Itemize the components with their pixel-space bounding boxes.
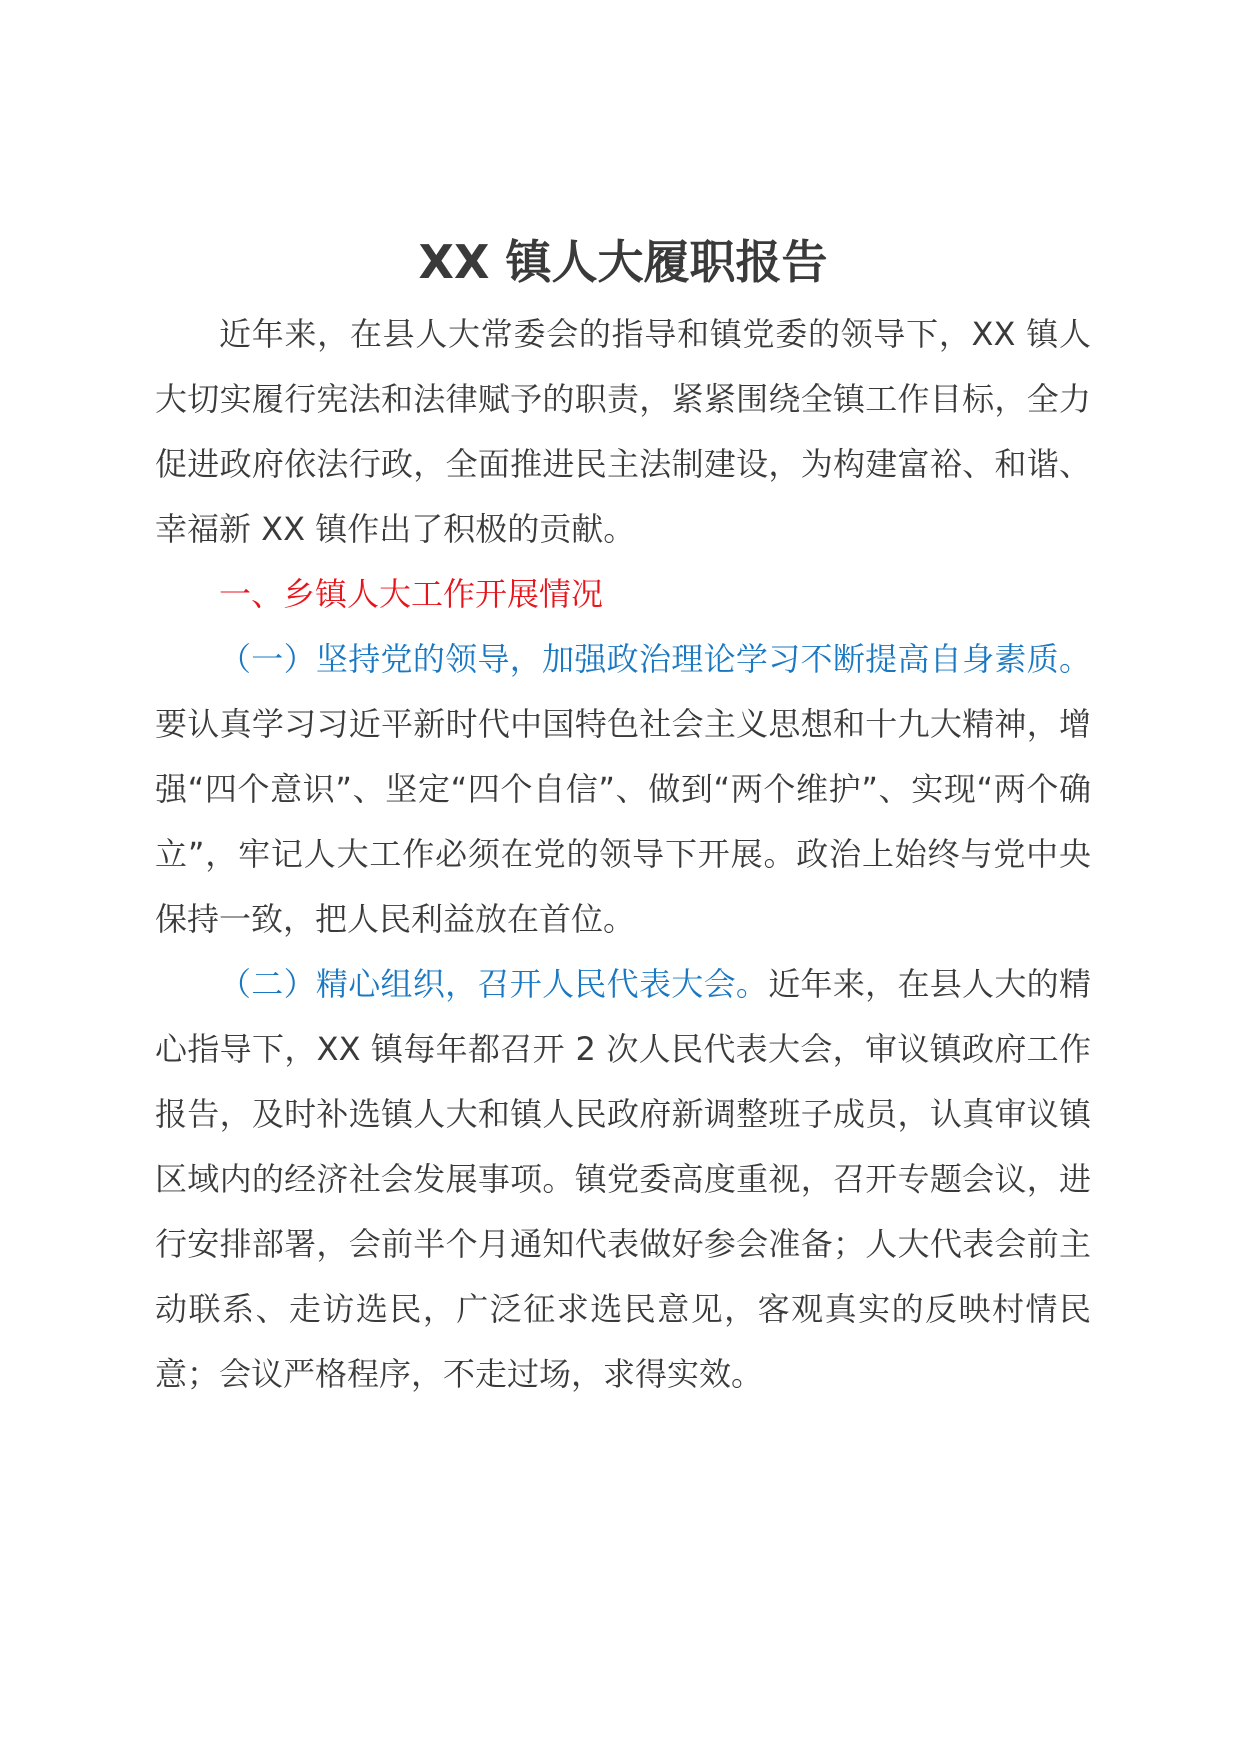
document-page	[155, 228, 1091, 1407]
subsection-paragraph-2	[155, 952, 1091, 1407]
section-heading-1: 一、乡镇人大工作开展情况	[219, 575, 604, 613]
subsection-body-1: 要认真学习习近平新时代中国特色社会主义思想和十九大精神，增强“四个意识”、坚定“四个自信”、做到“两个维护”、实现“两个确立”，牢记人大工作必须在党的领导下开展。政治上始终与党中央保持一致，把人民利益放在首位。	[155, 705, 1091, 938]
subsection-heading-1: （一）坚持党的领导，加强政治理论学习不断提高自身素质。	[219, 640, 1091, 678]
subsection-heading-2: （二）精心组织，召开人民代表大会。	[219, 965, 769, 1003]
intro-paragraph: 近年来，在县人大常委会的指导和镇党委的领导下，XX 镇人大切实履行宪法和法律赋予的职责，紧紧围绕全镇工作目标，全力促进政府依法行政，全面推进民主法制建设，为构建富裕、和谐、幸福新 XX 镇作出了积极的贡献。	[155, 315, 1091, 548]
subsection-body-2: 近年来，在县人大的精心指导下，XX 镇每年都召开 2 次人民代表大会，审议镇政府工作报告，及时补选镇人大和镇人民政府新调整班子成员，认真审议镇区域内的经济社会发展事项。镇党委高度重视，召开专题会议，进行安排部署，会前半个月通知代表做好参会准备；人大代表会前主动联系、走访选民，广泛征求选民意见，客观真实的反映村情民意；会议严格程序，不走过场，求得实效。	[155, 965, 1091, 1393]
document-title: XX 镇人大履职报告	[418, 235, 828, 289]
subsection-paragraph-1	[155, 627, 1091, 952]
